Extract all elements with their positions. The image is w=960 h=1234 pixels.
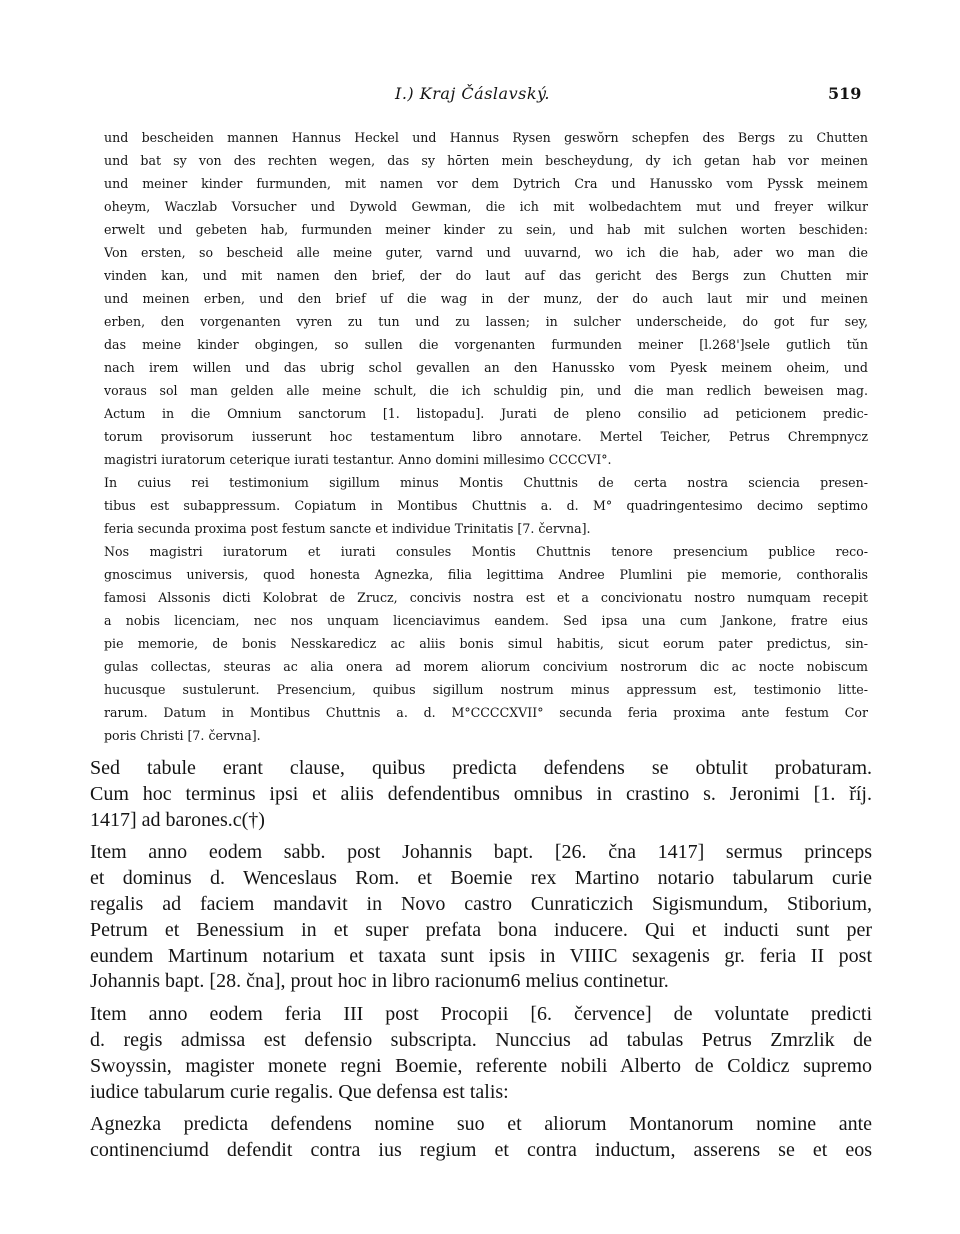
text-line: gulas collectas, steuras ac alia onera ad morem aliorum concivium nostrorum dic ac nocte nobiscum	[104, 659, 868, 674]
text-line: famosi Alssonis dicti Kolobrat de Zrucz, concivis nostra est et a concivionatu nostro numquam recepit	[104, 590, 868, 605]
latin-testimonium-paragraph	[104, 471, 868, 540]
text-line: regalis ad faciem mandavit in Novo castro Cunraticzich Sigismundum, Stiborium,	[90, 892, 872, 915]
text-line: Nos magistri iuratorum et iurati consules Montis Chuttnis tenore presencium publice reco-	[104, 544, 868, 559]
text-line: Swoyssin, magister monete regni Boemie, referente nobili Alberto de Coldicz supremo	[90, 1054, 872, 1077]
text-line: Item anno eodem feria III post Procopii [6. července] de voluntate predicti	[90, 1003, 872, 1026]
text-line: voraus sol man gelden alle meine schult, die ich schuldig pin, und die man redlich beweisen mag.	[104, 383, 868, 398]
text-line: et dominus d. Wenceslaus Rom. et Boemie rex Martino notario tabularum curie	[90, 867, 872, 890]
text-line: Sed tabule erant clause, quibus predicta defendens se obtulit probaturam.	[90, 757, 872, 779]
paragraph-tabule-clause	[90, 756, 872, 833]
text-line: In cuius rei testimonium sigillum minus Montis Chuttnis de certa nostra sciencia presen-	[104, 475, 868, 490]
text-line: und bat sy von des rechten wegen, das sy hōrten mein bescheydung, dy ich getan hab vor meinen	[104, 153, 868, 168]
text-line: Von ersten, so bescheid alle meine guter, varnd und uuvarnd, wo ich die hab, ader wo man die	[104, 245, 868, 260]
text-line: Actum in die Omnium sanctorum [1. listopadu]. Jurati de pleno consilio ad peticionem predic-	[104, 406, 868, 421]
page-number: 519	[828, 84, 862, 103]
text-line: rarum. Datum in Montibus Chuttnis a. d. M°CCCCXVII° secunda feria proxima ante festum Cor	[104, 705, 868, 720]
text-line: oheym, Waczlab Vorsucher und Dywold Gewman, die ich mit wolbedachtem mut und freyer wilkur	[104, 199, 868, 214]
running-title: I.) Kraj Čáslavský.	[395, 84, 551, 103]
text-line: tibus est subappressum. Copiatum in Montibus Chuttnis a. d. M° quadringentesimo decimo septimo	[104, 498, 868, 513]
text-line: und meinen erben, und den brief uf die wag in der munz, der do auch laut mir und meinen	[104, 291, 868, 306]
text-line: Agnezka predicta defendens nomine suo et aliorum Montanorum nomine ante	[90, 1113, 872, 1136]
text-line: Petrum et Benessium in et super prefata bona inducere. Qui et inducti sunt per	[90, 918, 872, 941]
text-line: feria secunda proxima post festum sancte et individue Trinitatis [7. června].	[104, 521, 591, 536]
paragraph-item-procopii	[90, 1002, 872, 1105]
text-line: nach irem willen und das ubrig schol gevallen an den Hanussko vom Pyesk meinem oheim, und	[104, 360, 868, 375]
text-line: iudice tabularum curie regalis. Que defensa est talis:	[90, 1080, 509, 1103]
text-line: continenciumd defendit contra ius regium et contra inductum, asserens se et eos	[90, 1139, 872, 1162]
text-line: torum provisorum iusserunt hoc testamentum libro annotare. Mertel Teicher, Petrus Chrempnycz	[104, 429, 868, 444]
text-line: a nobis licenciam, nec nos unquam licenciavimus eandem. Sed ipsa una cum Jankone, fratre eius	[104, 613, 868, 628]
text-line: eundem Martinum notarium et taxata sunt ipsis in VIIIC sexagenis gr. feria II post	[90, 944, 872, 967]
text-line: Item anno eodem sabb. post Johannis bapt. [26. čna 1417] sermus princeps	[90, 841, 872, 864]
text-line: Cum hoc terminus ipsi et aliis defendentibus omnibus in crastino s. Jeronimi [1. říj.	[90, 782, 872, 805]
text-line: das meine kinder obgingen, so sullen die vorgenanten furmunden meiner [l.268']sele gutlich tŭn	[104, 337, 868, 352]
text-line: und bescheiden mannen Hannus Heckel und Hannus Rysen geswŏrn schepfen des Bergs zu Chutten	[104, 130, 868, 145]
main-text-section	[90, 756, 872, 1164]
text-line: 1417] ad barones.c(†)	[90, 808, 265, 831]
latin-consules-paragraph	[104, 540, 868, 747]
text-line: und meiner kinder furmunden, mit namen vor dem Dytrich Cra und Hanussko vom Pyssk meinem	[104, 176, 868, 191]
text-line: pie memorie, de bonis Nesskaredicz ac aliis bonis simul habitis, sicut eorum pater predictus, sin-	[104, 636, 868, 651]
text-line: erben, den vorgenanten vyren zu tun und zu lassen; in sulcher underscheide, do got fur sey,	[104, 314, 868, 329]
paragraph-item-sabb	[90, 840, 872, 995]
text-line: hucusque sustulerunt. Presencium, quibus sigillum nostrum minus appressum est, testimonio litte-	[104, 682, 868, 697]
text-line: magistri iuratorum ceterique iurati testantur. Anno domini millesimo CCCCVI°.	[104, 452, 612, 467]
text-line: Johannis bapt. [28. čna], prout hoc in libro racionum6 melius continetur.	[90, 970, 669, 993]
page-header	[0, 84, 960, 108]
text-line: erwelt und gebeten hab, furmunden meiner kinder zu sein, und hab mit sulchen worten beschiden:	[104, 222, 868, 237]
paragraph-agnezka-defense	[90, 1112, 872, 1164]
german-testament-paragraph	[104, 126, 868, 471]
text-line: poris Christi [7. června].	[104, 728, 261, 743]
text-line: d. regis admissa est defensio subscripta. Nunccius ad tabulas Petrus Zmrzlik de	[90, 1028, 872, 1051]
text-line: vinden kan, und mit namen den brief, der do laut auf das gericht des Bergs zun Chutten mir	[104, 268, 868, 283]
text-line: gnoscimus universis, quod honesta Agnezka, filia legittima Andree Plumlini pie memorie, conthoralis	[104, 567, 868, 582]
small-print-section	[104, 126, 868, 747]
